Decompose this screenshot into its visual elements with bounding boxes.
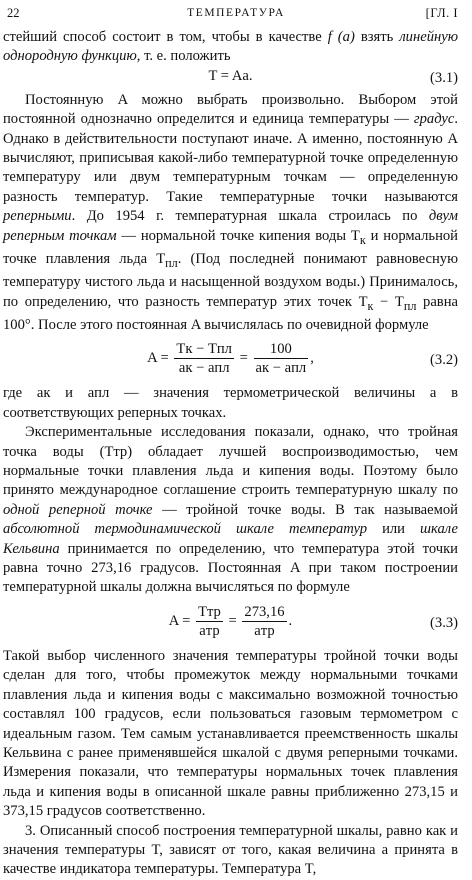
- fraction-denominator: aк − aпл: [178, 360, 230, 377]
- text-run: стейший способ состоит в том, чтобы в качестве: [3, 29, 328, 45]
- text-run: Постоянную A можно выбрать произвольно. Выбором этой постоянной однозначно определится и единица температуры —: [3, 91, 458, 128]
- fraction-denominator: aтр: [199, 622, 220, 639]
- text-run: . До 1954 г. температурная шкала строилась по: [71, 208, 429, 225]
- subscript: к: [367, 298, 374, 313]
- fraction-numerator: Tк − Tпл: [176, 341, 232, 358]
- text-run: Экспериментальные исследования показали, однако, что тройная точка воды (Tтр) обладает лучшей воспроизводимостью, чем нормальные точки плавления льда и кипения воды. Поэтому было принято международное соглашение строить температурную шкалу по: [3, 424, 458, 499]
- text-run: , т. е. положить: [136, 48, 231, 65]
- equation-lhs: A =: [147, 350, 169, 367]
- subscript: пл: [403, 298, 417, 313]
- emphasis-absolute-scale: абсолютной термодинамической шкале температур: [3, 521, 368, 538]
- paragraph-5: Такой выбор численного значения температуры тройной точки воды сделан для того, чтобы промежуток между нормальными точками плавления льда и кипения воды с максимально возможной точностью составлял 100 градусов, если пользоваться газовым термометром с идеальным газом. Тем самым устанавливается преемственность шкалы Кельвина с ранее применявшейся шкалой с двумя реперными точками. Измерения показали, что температуры нормальных точек плавления льда и кипения воды в описанной шкале равны приближенно 273,15 и 373,15 градусов соответственно.: [3, 647, 458, 820]
- subscript: пл: [165, 255, 178, 270]
- equation-3-1: [3, 67, 458, 91]
- equals-sign: =: [239, 350, 248, 367]
- emphasis-degree: градус: [413, 111, 455, 128]
- text-run: взять: [354, 29, 400, 45]
- emphasis-linear-function: линейную однородную функцию: [3, 29, 458, 65]
- page-number: 22: [7, 6, 20, 20]
- fraction-denominator: aтр: [254, 622, 275, 639]
- fraction-numerator: 100: [254, 340, 309, 359]
- running-title: ТЕМПЕРАТУРА: [187, 7, 285, 19]
- text-run: . (Под последней понимают равновесную температуру чистого льда и насыщенной воздухом воды.) Принималось, по определению, что разность температур этих точек T: [3, 250, 458, 310]
- fraction-numerator: 273,16: [244, 603, 285, 620]
- text-run: . Однако в действительности поступают иначе. А именно, постоянную A вычисляют, приписывая какой-либо температурной точке определенную температуру или двум температурным точкам — определенную разность температур. Такие температурные точки называются: [3, 111, 458, 205]
- equation-formula: T = Aa.: [208, 67, 253, 84]
- emphasis-reference-points: реперными: [3, 208, 72, 225]
- paragraph-1: [3, 28, 458, 67]
- equals-sign: =: [228, 612, 237, 629]
- emphasis-one-reference-point: одной реперной точке: [3, 501, 153, 518]
- paragraph-2: [3, 91, 458, 336]
- text-run: равна 100°. После этого постоянная A вычислялась по очевидной формуле: [3, 293, 458, 333]
- text-run: — нормальной точке кипения воды T: [116, 227, 360, 244]
- equation-3-2: [3, 335, 458, 384]
- text-run: − T: [373, 293, 404, 310]
- equation-number: (3.3): [430, 614, 458, 631]
- paragraph-6: 3. Описанный способ построения температурной шкалы, равно как и значения температуры T, зависят от того, какая величина a принята в качестве индикатора температуры. Температура T,: [3, 822, 458, 878]
- page-header: [0, 4, 472, 24]
- equation-number: (3.2): [430, 352, 458, 369]
- fraction-denominator: aк − aпл: [255, 360, 307, 377]
- paragraph-3: где aк и aпл — значения термометрической величины a в соответствующих реперных точках.: [3, 385, 458, 421]
- equation-formula: [147, 340, 314, 377]
- fraction: [196, 603, 223, 640]
- text-run: и нормальной точке плавления льда T: [3, 227, 458, 267]
- subscript: к: [359, 232, 366, 247]
- function-symbol: f (a): [327, 29, 355, 45]
- text-run: — тройной точке воды. В так называемой: [152, 501, 458, 518]
- fraction-numerator: Tтр: [198, 603, 221, 620]
- punctuation: .: [288, 612, 293, 629]
- text-run: или: [367, 521, 420, 538]
- body-text: [3, 28, 458, 880]
- paragraph-4: [3, 423, 458, 598]
- emphasis-kelvin-scale: шкале Кельвина: [3, 521, 458, 557]
- fraction: [174, 340, 234, 377]
- equation-3-3: [3, 598, 458, 647]
- equation-formula: [169, 603, 292, 640]
- fraction: [254, 340, 309, 377]
- punctuation: ,: [310, 350, 314, 367]
- fraction: [242, 603, 286, 640]
- emphasis-two-reference-points: двум реперным точкам: [3, 208, 458, 244]
- equation-lhs: A =: [168, 612, 191, 629]
- equation-number: (3.1): [430, 69, 458, 86]
- chapter-marker: [ГЛ. I: [425, 6, 458, 20]
- text-run: принимается по определению, что температура этой точки равна точно 273,16 градусов. Постоянная A при таком построении температурной шкалы должна вычисляться по формуле: [3, 540, 458, 596]
